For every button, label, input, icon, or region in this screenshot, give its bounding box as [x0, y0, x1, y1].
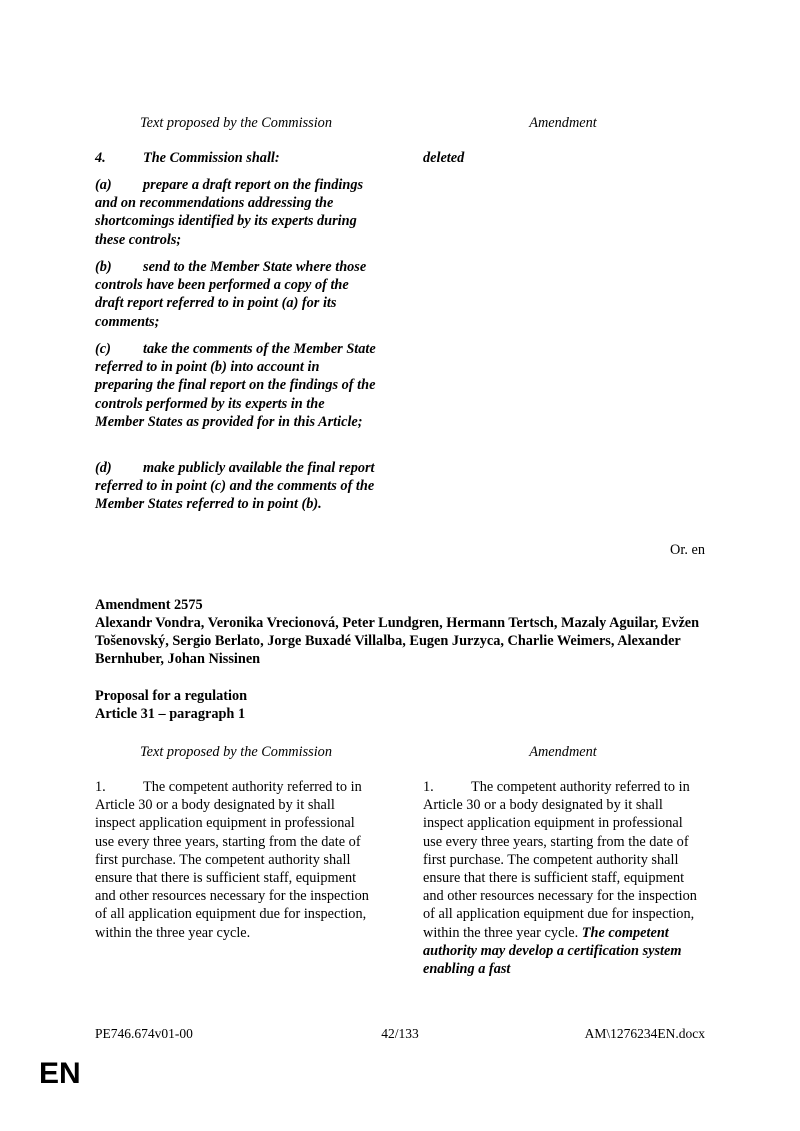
paragraph-text-rest: in Article 30 or a body designated by it shall inspect application equipment in professional use every three years, starting from the date of first purchase. The competent authority shall ensure that there is sufficient staff, equipment and other resources necessary for the inspection of all application equipment due for inspection, within the three year cycle. [95, 779, 369, 941]
paragraph-number: 4. [95, 150, 106, 166]
paragraph-text-first: The competent authority referred to [471, 779, 676, 795]
point-text-first: make publicly available the final [143, 460, 336, 476]
paragraph-text-rest: in Article 30 or a body designated by it shall inspect application equipment in professional use every three years, starting from the date of first purchase. The competent authority shall ensure that there is sufficient staff, equipment and other resources necessary for the inspection of all application equipment due for inspection, within the three year cycle. [423, 779, 697, 941]
footer-page-number: 42/133 [381, 1026, 419, 1041]
commission-point-a [95, 176, 377, 249]
original-language-note: Or. en [670, 542, 705, 558]
point-text-first: prepare a draft report on the [143, 177, 311, 193]
point-label: (b) [95, 259, 112, 275]
point-text-first: take the comments of the Member [143, 341, 343, 357]
column-header-amendment-2: Amendment [529, 744, 597, 760]
commission-point-b [95, 258, 377, 331]
column-header-amendment: Amendment [529, 115, 597, 131]
amendment-paragraph-1 [423, 778, 705, 978]
commission-point-d [95, 459, 377, 514]
point-text-first: send to the Member State where [143, 259, 332, 275]
commission-lead-paragraph [95, 149, 377, 167]
footer-file-name: AM\1276234EN.docx [584, 1026, 705, 1041]
article-reference: Article 31 – paragraph 1 [95, 706, 246, 722]
point-label: (d) [95, 460, 112, 476]
point-label: (a) [95, 177, 112, 193]
paragraph-number: 1. [423, 779, 434, 795]
paragraph-text: The Commission shall: [143, 150, 280, 166]
proposal-label: Proposal for a regulation [95, 688, 248, 704]
point-text-rest: findings and on recommendations addressing the shortcomings identified by its experts during these controls; [95, 177, 364, 248]
paragraph-number: 1. [95, 779, 106, 795]
footer-document-reference: PE746.674v01-00 [95, 1026, 193, 1041]
column-header-commission-2: Text proposed by the Commission [140, 744, 332, 760]
commission-paragraph-1 [95, 778, 377, 942]
column-header-commission: Text proposed by the Commission [140, 115, 332, 131]
point-text-rest: those controls have been performed a copy of the draft report referred to in point (a) for its comments; [95, 259, 367, 330]
amendment-deleted: deleted [423, 150, 465, 166]
amendment-title: Amendment 2575 [95, 597, 203, 613]
amendment-authors: Alexandr Vondra, Veronika Vrecionová, Peter Lundgren, Hermann Tertsch, Mazaly Aguilar, Evžen Tošenovský, Sergio Berlato, Jorge Buxadé Villalba, Eugen Jurzyca, Charlie Weimers, Alexander Bernhuber, Johan Nissinen [95, 615, 700, 668]
point-label: (c) [95, 341, 111, 357]
language-tag: EN [39, 1057, 81, 1090]
paragraph-text-first: The competent authority referred to [143, 779, 348, 795]
point-text-rest: report referred to in point (c) and the comments of the Member States referred to in point (b). [95, 460, 375, 513]
commission-point-c [95, 340, 377, 431]
point-text-rest: State referred to in point (b) into account in preparing the final report on the findings of the controls performed by its experts in the Member States as provided for in this Article; [95, 341, 376, 430]
added-text: The competent authority may develop a certification system enabling a fast [423, 924, 682, 978]
